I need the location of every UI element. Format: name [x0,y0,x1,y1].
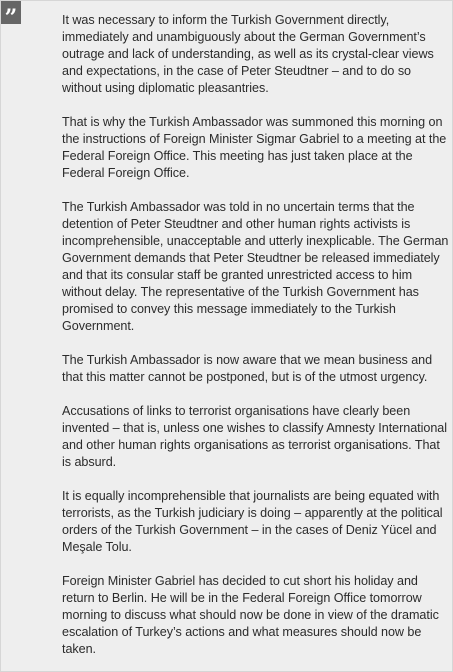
quotation-mark-icon: ” [1,1,21,24]
quote-paragraph-1: It was necessary to inform the Turkish Government directly, immediately and unambiguously about the German Government’s outrage and lack of understanding, as well as its crystal-clear views and expectations, in the case of Peter Steudtner – and to do so without using diplomatic pleasantries. [62,13,434,95]
quote-text [62,12,450,658]
quote-paragraph-7: Foreign Minister Gabriel has decided to cut short his holiday and return to Berlin. He will be in the Federal Foreign Office tomorrow morning to discuss what should now be done in view of the dramatic escalation of Turkey’s actions and what measures should now be taken. [62,574,439,656]
quote-paragraph-6: It is equally incomprehensible that journalists are being equated with terrorists, as the Turkish judiciary is doing – apparently at the political orders of the Turkish Government – in the cases of Deniz Yücel and Meşale Tolu. [62,489,443,554]
quote-paragraph-3: The Turkish Ambassador was told in no uncertain terms that the detention of Peter Steudtner and other human rights activists is incomprehensible, unacceptable and utterly inexplicable. The German Government demands that Peter Steudtner be released immediately and that its consular staff be granted unrestricted access to him without delay. The representative of the Turkish Government has promised to convey this message immediately to the Turkish Government. [62,200,449,333]
quote-paragraph-2: That is why the Turkish Ambassador was summoned this morning on the instructions of Foreign Minister Sigmar Gabriel to a meeting at the Federal Foreign Office. This meeting has just taken place at the Federal Foreign Office. [62,115,447,180]
quote-paragraph-5: Accusations of links to terrorist organisations have clearly been invented – that is, unless one wishes to classify Amnesty International and other human rights organisations as terrorist organisations. That is absurd. [62,404,447,469]
quote-paragraph-4: The Turkish Ambassador is now aware that we mean business and that this matter cannot be postponed, but is of the utmost urgency. [62,353,433,384]
